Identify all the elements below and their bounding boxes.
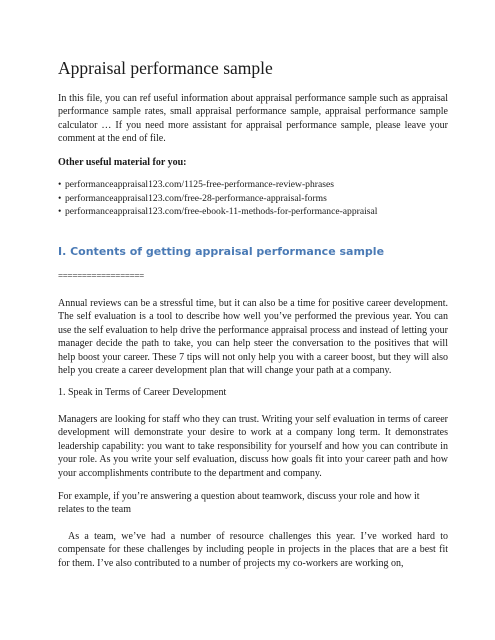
link-text[interactable]: performanceappraisal123.com/1125-free-performance-review-phrases <box>65 179 334 190</box>
bullet-icon: • <box>58 179 62 190</box>
subheading-career-development: 1. Speak in Terms of Career Development <box>58 387 227 398</box>
link-text[interactable]: performanceappraisal123.com/free-ebook-11-methods-for-performance-appraisal <box>65 206 378 218</box>
bullet-icon: • <box>58 192 62 204</box>
annual-reviews-paragraph: Annual reviews can be a stressful time, but it can also be a time for positive career development. The self evaluation is a tool to describe how well you’ve performed the previous year. You can use the self evaluation to help drive the performance appraisal process and instead of letting your manager decide the path to take, you can help steer the conversation to the positives that will help boost your career. These 7 tips will not only help you with a career boost, but they will also help you create a career development plan that will change your path at a company. <box>58 298 448 377</box>
link-item[interactable] <box>58 205 377 219</box>
section-separator: ================== <box>58 271 144 281</box>
link-text[interactable]: performanceappraisal123.com/free-28-performance-appraisal-forms <box>65 192 327 204</box>
link-list <box>58 178 377 219</box>
section-heading: I. Contents of getting appraisal performance sample <box>58 245 385 258</box>
example-paragraph: For example, if you’re answering a question about teamwork, discuss your role and how it relates to the team <box>58 491 420 516</box>
bullet-icon: • <box>58 206 62 218</box>
managers-paragraph: Managers are looking for staff who they can trust. Writing your self evaluation in terms of career development will demonstrate your desire to work at a company long term. It demonstrates leadership capability: you want to take responsibility for yourself and how you can contribute in your role. As you write your self evaluation, discuss how goals fit into your career path and how your accomplishments contribute to the department and company. <box>58 414 448 479</box>
link-item[interactable] <box>58 192 377 206</box>
document-title: Appraisal performance sample <box>58 58 273 78</box>
team-paragraph: As a team, we’ve had a number of resource challenges this year. I’ve worked hard to compensate for these challenges by including people in projects in the places that are a best fit for them. I’ve also contributed to a number of projects my co-workers are working on, <box>58 531 448 569</box>
other-material-label: Other useful material for you: <box>58 157 187 168</box>
link-item[interactable] <box>58 178 377 192</box>
intro-paragraph: In this file, you can ref useful information about appraisal performance sample such as appraisal performance sample rates, small appraisal performance sample, appraisal performance sample calculator … If you need more assistant for appraisal performance sample, please leave your comment at the end of file. <box>58 93 448 145</box>
